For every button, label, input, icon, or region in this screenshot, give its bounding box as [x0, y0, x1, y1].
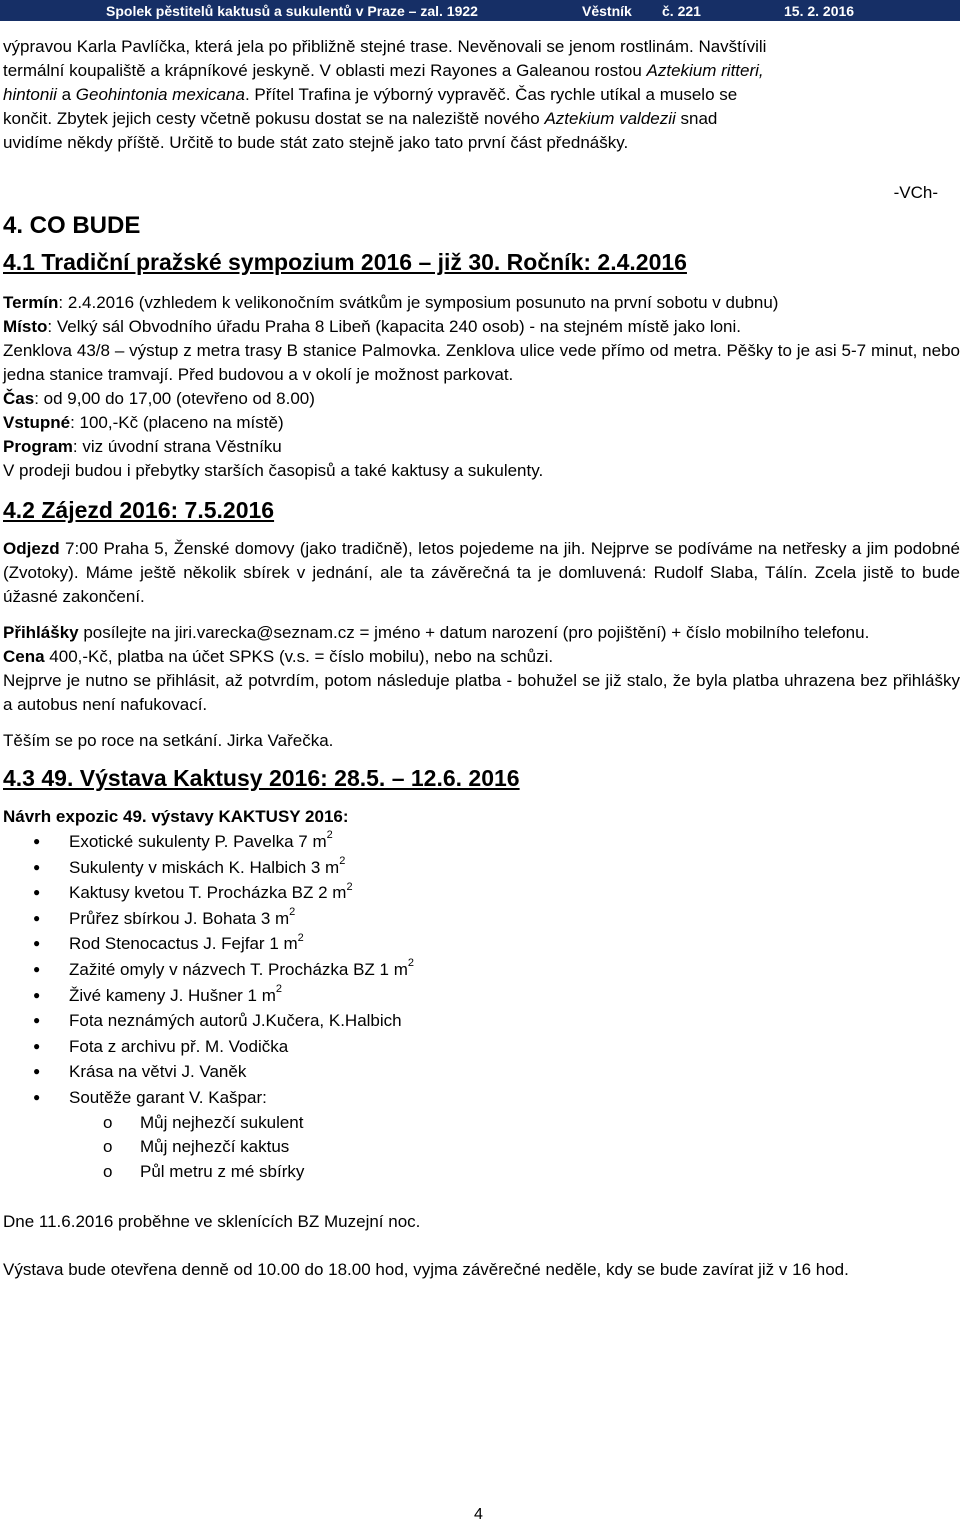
intro-line-4b: Aztekium valdezii — [544, 109, 676, 128]
termin-text: : 2.4.2016 (vzhledem k velikonočním svátkům je symposium posunuto na první sobotu v dubnu) — [58, 293, 779, 312]
closing-note: Těším se po roce na setkání. Jirka Vařečka. — [3, 731, 334, 750]
termin-label: Termín — [3, 293, 59, 312]
section-4-2-title: 4.2 Zájezd 2016: 7.5.2016 — [3, 497, 275, 523]
expo-heading: Návrh expozic 49. výstavy KAKTUSY 2016: — [3, 807, 349, 826]
header-issue: č. 221 — [662, 3, 701, 19]
intro-line-5: uvidíme někdy příště. Určitě to bude stát zato stejně jako tato první část přednášky. — [3, 133, 629, 152]
misto-text: : Velký sál Obvodního úřadu Praha 8 Libeň (kapacita 240 osob) - na stejném místě jako loni. — [47, 317, 742, 336]
expo-list — [3, 829, 960, 1111]
header-date: 15. 2. 2016 — [784, 3, 855, 19]
list-item: ● Živé kameny J. Hušner 1 $m^2$ — [3, 983, 960, 1009]
intro-line-2b: Aztekium ritteri, — [646, 61, 764, 80]
list-item: ● Sukulenty v miskách K. Halbich 3 $m^2$ — [3, 855, 960, 881]
section-4-3-title: 4.3 49. Výstava Kaktusy 2016: 28.5. – 12.6. 2016 — [3, 765, 520, 791]
museum-night-note: Dne 11.6.2016 proběhne ve sklenících BZ Muzejní noc. — [3, 1212, 421, 1232]
intro-line-3c: Geohintonia mexicana — [75, 85, 245, 104]
list-item: ● Krása na větvi J. Vaněk — [3, 1059, 960, 1085]
list-item: ● Soutěže garant V. Kašpar: — [3, 1085, 960, 1111]
intro-line-3d: . Přítel Trafina je výborný vypravěč. Čas rychle utíkal a muselo se — [244, 85, 738, 104]
sublist-item: o Můj nejhezčí sukulent — [3, 1111, 960, 1136]
page-content — [3, 35, 960, 1282]
vstupne-label: Vstupné — [3, 413, 71, 432]
list-item: ● Fota neznámých autorů J.Kučera, K.Halbich — [3, 1008, 960, 1034]
section-4-2-body — [3, 537, 960, 753]
intro-paragraph — [3, 35, 960, 155]
odjezd-label: Odjezd — [3, 539, 60, 558]
intro-line-2a: termální koupaliště a krápníkové jeskyně. V oblasti mezi Rayones a Galeanou rostou — [3, 61, 647, 80]
sale-note: V prodeji budou i přebytky starších časopisů a také kaktusy a sukulenty. — [3, 461, 544, 480]
cas-text: : od 9,00 do 17,00 (otevřeno od 8.00) — [34, 389, 315, 408]
list-item: ● Průřez sbírkou J. Bohata 3 $m^2$ — [3, 906, 960, 932]
page-number: 4 — [474, 1506, 483, 1523]
cena-label: Cena — [3, 647, 45, 666]
intro-line-4a: končit. Zbytek jejich cesty včetně pokusu dostat se na naleziště nového — [3, 109, 545, 128]
section-4-1-title: 4.1 Tradiční pražské sympozium 2016 – již 30. Ročník: 2.4.2016 — [3, 249, 687, 275]
page-header — [0, 0, 960, 21]
signature: -VCh- — [893, 183, 938, 202]
header-bulletin: Věstník — [582, 3, 632, 19]
prihlasky-text: posílejte na jiri.varecka@seznam.cz = jméno + datum narození (pro pojištění) + číslo mobilního telefonu. — [78, 623, 870, 642]
misto-label: Místo — [3, 317, 48, 336]
intro-line-3a: hintonii — [3, 85, 57, 104]
cena-text: 400,-Kč, platba na účet SPKS (v.s. = číslo mobilu), nebo na schůzi. — [44, 647, 554, 666]
intro-line-1: výpravou Karla Pavlíčka, která jela po přibližně stejné trase. Nevěnovali se jenom rostlinám. Navštívili — [3, 37, 767, 56]
odjezd-text: 7:00 Praha 5, Ženské domovy (jako tradičně), letos pojedeme na jih. Nejprve se podíváme na netřesky a jim podobné (Zvotoky). Máme ještě několik sbírek v jednání, ale ta závěrečná ta je domluvená: Rudolf Slaba, Tálín. Zcela jistě to bude úžasné zakončení. — [3, 539, 960, 606]
sublist-item: o Půl metru z mé sbírky — [3, 1160, 960, 1185]
vstupne-text: : 100,-Kč (placeno na místě) — [70, 413, 284, 432]
directions: Zenklova 43/8 – výstup z metra trasy B stanice Palmovka. Zenklova ulice vede přímo od metra. Pěšky to je asi 5-7 minut, nebo jedna stanice tramvají. Před budovou a v okolí je možnost parkovat. — [3, 341, 960, 384]
opening-hours-note: Výstava bude otevřena denně od 10.00 do 18.00 hod, vyjma závěrečné neděle, kdy se bude zavírat již v 16 hod. — [3, 1260, 849, 1280]
program-label: Program — [3, 437, 73, 456]
list-item: ● Zažité omyly v názvech T. Procházka BZ 1 $m^2$ — [3, 957, 960, 983]
section-4-1-body — [3, 291, 960, 483]
cas-label: Čas — [3, 389, 35, 408]
list-item: ● Kaktusy kvetou T. Procházka BZ 2 $m^2$ — [3, 880, 960, 906]
intro-line-4c: snad — [675, 109, 718, 128]
prihlasky-label: Přihlášky — [3, 623, 79, 642]
intro-line-3b: a — [56, 85, 76, 104]
section-4-3-body — [3, 805, 960, 1282]
list-item: ● Rod Stenocactus J. Fejfar 1 $m^2$ — [3, 931, 960, 957]
sublist-item: o Můj nejhezčí kaktus — [3, 1135, 960, 1160]
header-org: Spolek pěstitelů kaktusů a sukulentů v Praze – zal. 1922 — [106, 3, 478, 19]
list-item: ● Exotické sukulenty P. Pavelka 7 $m^2$ — [3, 829, 960, 855]
list-item: ● Fota z archivu př. M. Vodička — [3, 1034, 960, 1060]
program-text: : viz úvodní strana Věstníku — [72, 437, 282, 456]
competition-sublist — [3, 1111, 960, 1185]
section-4-title: 4. CO BUDE — [3, 212, 141, 239]
payment-note: Nejprve je nutno se přihlásit, až potvrdím, potom následuje platba - bohužel se již stalo, že byla platba uhrazena bez přihlášky a autobus není nafukovací. — [3, 671, 960, 714]
